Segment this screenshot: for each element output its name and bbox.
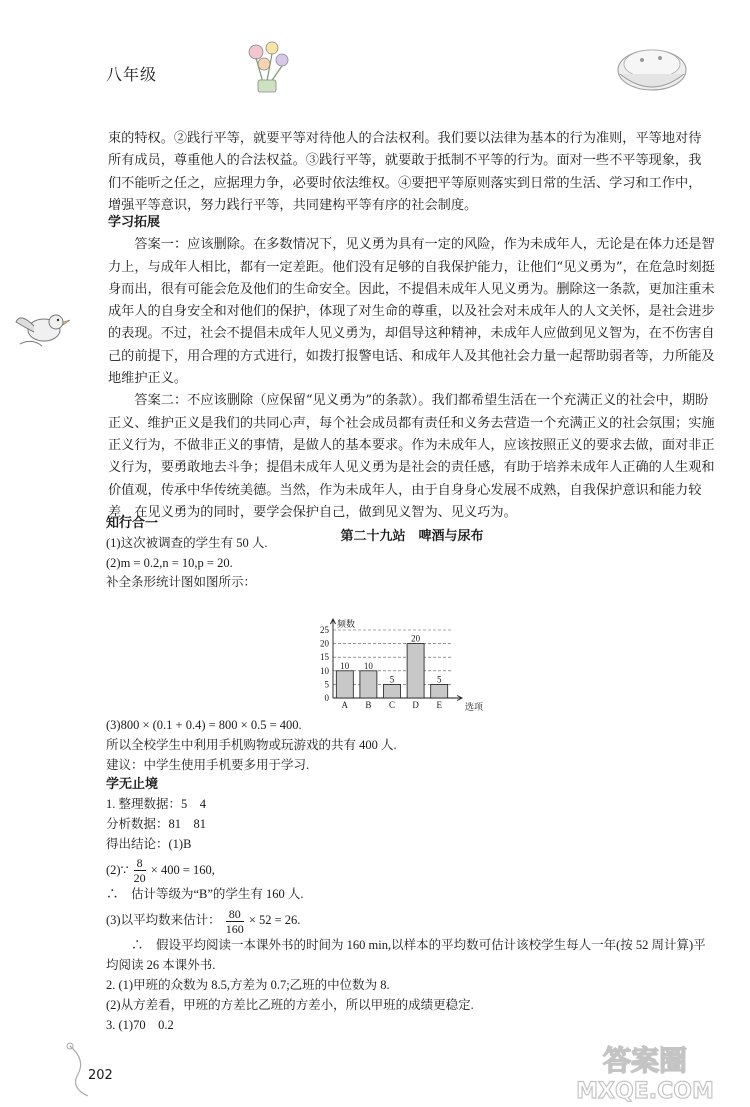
y-tick-label: 0 bbox=[324, 693, 329, 703]
bar bbox=[360, 671, 377, 698]
fraction: $\frac{8}{20}$ bbox=[133, 856, 146, 886]
bar bbox=[384, 684, 401, 698]
x-tick-label: E bbox=[436, 700, 442, 710]
x-axis-title: 选项 bbox=[465, 703, 484, 713]
svg-text:答案圈: 答案圈 bbox=[602, 1044, 688, 1077]
answer-two: 答案二：不应该删除（应保留“见义勇为”的条款）。我们都希望生活在一个充满正义的社会中，期盼正义、维护正义是我们的共同心声，每个社会成员都有责任和义务去营造一个充满正义的社会氛围；实施正义行为，不做非正义的事情，是做人的基本要求。作为未成年人，应该按照正义的要求去做，面对非正义行为，要勇敢地去斗争；提倡未成年人见义勇为是社会的责任感，有助于培养未成年人正确的人生观和价值观，传承中华传统美德。当然，作为未成年人，由于自身身心发展不成熟，自我保护意识和能力较差，在见义勇为的同时，要学会保护自己，做到见义智为、见义巧为。 bbox=[108, 393, 715, 520]
answer-one: 答案一：应该删除。在多数情况下，见义勇为具有一定的风险，作为未成年人，无论是在体力还是智力上，与成年人相比，都有一定差距。他们没有足够的自我保护能力，让他们“见义勇为”，在危急时刻挺身而出，很有可能会危及他们的生命安全。因此，不提倡未成年人见义勇为。删除这一条款，更加注重未成年人的自身安全和对他们的保护，体现了对生命的尊重，以及社会对未成年人的人文关怀，是社会进步的表现。不过，社会不提倡未成年人见义勇为，却倡导这种精神，未成年人应做到见义智为，在不伤害自己的前提下，用合理的方式进行，如拨打报警电话、和成年人及其他社会力量一起帮助弱者等，力所能及地维护正义。 bbox=[108, 237, 715, 387]
section-heading: 知行合一 bbox=[106, 516, 159, 531]
bird-decoration-icon bbox=[12, 300, 76, 356]
bar-chart bbox=[295, 618, 495, 718]
bar-value-label: 5 bbox=[389, 674, 395, 685]
answer-line: (2)从方差看，甲班的方差比乙班的方差小，所以甲班的成绩更稳定. bbox=[106, 997, 474, 1012]
answer-line: ∴ 估计等级为“B”的学生有 160 人. bbox=[106, 886, 304, 901]
bar bbox=[407, 644, 424, 698]
intro-line: 所有成员，尊重他人的合法权益。③践行平等，就要敢于抵制不平等的行为。面对一些不平等现象，我 bbox=[108, 153, 702, 169]
intro-paragraph bbox=[108, 128, 716, 217]
bar-value-label: 5 bbox=[436, 674, 442, 685]
svg-text:MXQE.COM: MXQE.COM bbox=[576, 1079, 714, 1104]
page-number: 202 bbox=[88, 1068, 113, 1083]
y-tick-label: 25 bbox=[320, 625, 329, 635]
answer-line: (3)800 × (0.1 + 0.4) = 800 × 0.5 = 400. bbox=[106, 718, 302, 732]
answer-line: 所以全校学生中利用手机购物或玩游戏的共有 400 人. bbox=[106, 737, 397, 752]
y-tick-label: 20 bbox=[320, 638, 329, 649]
answer-line: 得出结论：(1)B bbox=[106, 836, 192, 851]
section-heading: 学习拓展 bbox=[108, 215, 161, 230]
answer-line: 3. (1)70 0.2 bbox=[106, 1017, 174, 1032]
bar-value-label: 10 bbox=[340, 660, 350, 671]
bar-value-label: 10 bbox=[363, 660, 373, 671]
answer-line: ∴ 假设平均阅读一本课外书的时间为 160 min,以样本的平均数可估计该校学生每人一年(按 52 周计算)平均阅读 26 本课外书. bbox=[106, 938, 706, 973]
answer-line: 建议：中学生使用手机要多用于学习. bbox=[106, 757, 310, 772]
flower-decoration-icon bbox=[238, 38, 296, 96]
x-tick-label: C bbox=[388, 700, 396, 710]
answer-line: 分析数据：81 81 bbox=[106, 816, 207, 831]
fraction: $\frac{80}{160}$ bbox=[225, 907, 244, 936]
intro-line: 增强平等意识，努力践行平等，共同建构平等有序的社会制度。 bbox=[108, 197, 478, 213]
bar-value-label: 20 bbox=[411, 633, 421, 644]
fraction-line: (3)以平均数来估计： $\frac{80}{160}$ × 52 = 26. bbox=[106, 907, 301, 936]
y-axis-title: 频数 bbox=[337, 620, 356, 630]
x-tick-label: D bbox=[412, 700, 419, 710]
section-heading: 学无止境 bbox=[106, 777, 159, 793]
answer-line: 2. (1)甲班的众数为 8.5,方差为 0.7;乙班的中位数为 8. bbox=[106, 977, 390, 992]
fraction-line: (2)∵ $\frac{8}{20}$ × 400 = 160, bbox=[106, 856, 215, 886]
cake-decoration-icon bbox=[612, 40, 692, 102]
grade-label: 八年级 bbox=[106, 65, 158, 84]
zhixing-section-cont bbox=[106, 716, 718, 1035]
answer-line: 补全条形统计图如图所示： bbox=[106, 575, 257, 590]
intro-line: 们不能听之任之，应据理力争，必要时依法维权。④要把平等原则落实到日常的生活、学习和工作中， bbox=[108, 175, 702, 191]
zhixing-section bbox=[106, 514, 718, 593]
station-title: 第二十九站 啤酒与尿布 bbox=[340, 529, 484, 545]
answer-line: (2)m = 0.2,n = 10,p = 20. bbox=[106, 555, 233, 570]
x-tick-label: B bbox=[365, 700, 372, 710]
watermark-logo bbox=[550, 1038, 740, 1104]
x-tick-label: A bbox=[341, 700, 349, 710]
y-tick-label: 15 bbox=[320, 652, 329, 663]
bar bbox=[431, 684, 448, 698]
intro-line: 束的特权。②践行平等，就要平等对待他人的合法权利。我们要以法律为基本的行为准则，平等地对待 bbox=[108, 131, 702, 146]
answer-line: (1)这次被调查的学生有 50 人. bbox=[106, 535, 268, 550]
learning-expansion bbox=[108, 212, 716, 548]
bar bbox=[336, 671, 353, 698]
y-tick-label: 5 bbox=[324, 679, 329, 690]
answer-line: 1. 整理数据：5 4 bbox=[106, 797, 207, 812]
y-tick-label: 10 bbox=[320, 665, 329, 676]
